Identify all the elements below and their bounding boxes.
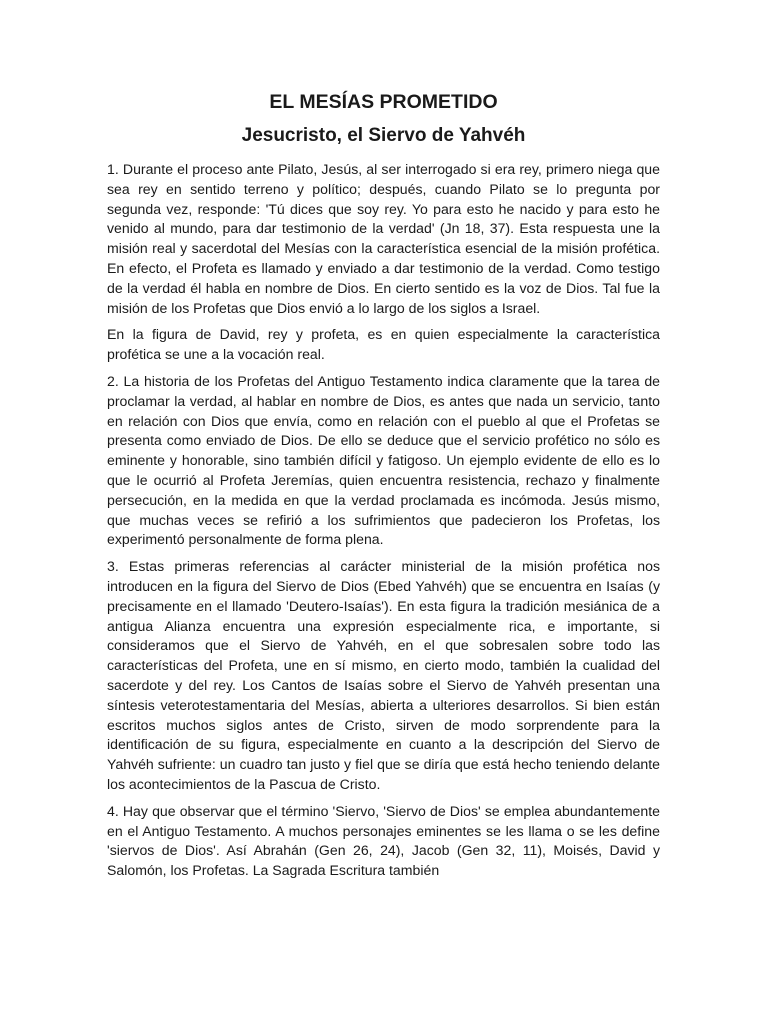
paragraph-david: En la figura de David, rey y profeta, es en quien especialmente la característica profética se une a la vocación real. <box>107 326 660 363</box>
paragraph-4: 4. Hay que observar que el término 'Siervo, 'Siervo de Dios' se emplea abundantemente en el Antiguo Testamento. A muchos personajes eminentes se les llama o se les define 'siervos de Dios'. Así Abrahán (Gen 26, 24), Jacob (Gen 32, 11), Moisés, David y Salomón, los Profetas. La Sagrada Escritura también <box>107 802 660 879</box>
paragraph-2: 2. La historia de los Profetas del Antiguo Testamento indica claramente que la tarea de proclamar la verdad, al hablar en nombre de Dios, es antes que nada un servicio, tanto en relación con Dios que envía, como en relación con el pueblo al que el Profetas se presenta como enviado de Dios. De ello se deduce que el servicio profético no sólo es eminente y honorable, sino también difícil y fatigoso. Un ejemplo evidente de ello es lo que le ocurrió al Profeta Jeremías, quien encuentra resistencia, rechazo y finalmente persecución, en la medida en que la verdad proclamada es incómoda. Jesús mismo, que muchas veces se refirió a los sufrimientos que padecieron los Profetas, los experimentó personalmente de forma plena. <box>107 372 660 548</box>
paragraph-3: 3. Estas primeras referencias al carácter ministerial de la misión profética nos introducen en la figura del Siervo de Dios (Ebed Yahvéh) que se encuentra en Isaías (y precisamente en el llamado 'Deutero-Isaías'). En esta figura la tradición mesiánica de a antigua Alianza encuentra una expresión especialmente rica, e importante, si consideramos que el Siervo de Yahvéh, en el que sobresalen sobre todo las características del Profeta, une en sí mismo, en cierto modo, también la cualidad del sacerdote y del rey. Los Cantos de Isaías sobre el Siervo de Yahvéh presentan una síntesis veterotestamentaria del Mesías, abierta a ulteriores desarrollos. Si bien están escritos muchos siglos antes de Cristo, sirven de modo sorprendente para la identificación de su figura, especialmente en cuanto a la descripción del Siervo de Yahvéh sufriente: un cuadro tan justo y fiel que se diría que está hecho teniendo delante los acontecimientos de la Pascua de Cristo. <box>107 558 660 792</box>
paragraph-1: 1. Durante el proceso ante Pilato, Jesús, al ser interrogado si era rey, primero niega que sea rey en sentido terreno y político; después, cuando Pilato se lo pregunta por segunda vez, responde: 'Tú dices que soy rey. Yo para esto he nacido y para esto he venido al mundo, para dar testimonio de la verdad' (Jn 18, 37). Esta respuesta une la misión real y sacerdotal del Mesías con la característica esencial de la misión profética. En efecto, el Profeta es llamado y enviado a dar testimonio de la verdad. Como testigo de la verdad él habla en nombre de Dios. En cierto sentido es la voz de Dios. Tal fue la misión de los Profetas que Dios envió a lo largo de los siglos a Israel. <box>107 161 660 316</box>
document-subtitle: Jesucristo, el Siervo de Yahvéh <box>241 125 526 146</box>
document-title: EL MESÍAS PROMETIDO <box>269 91 498 113</box>
document-page <box>107 90 660 888</box>
